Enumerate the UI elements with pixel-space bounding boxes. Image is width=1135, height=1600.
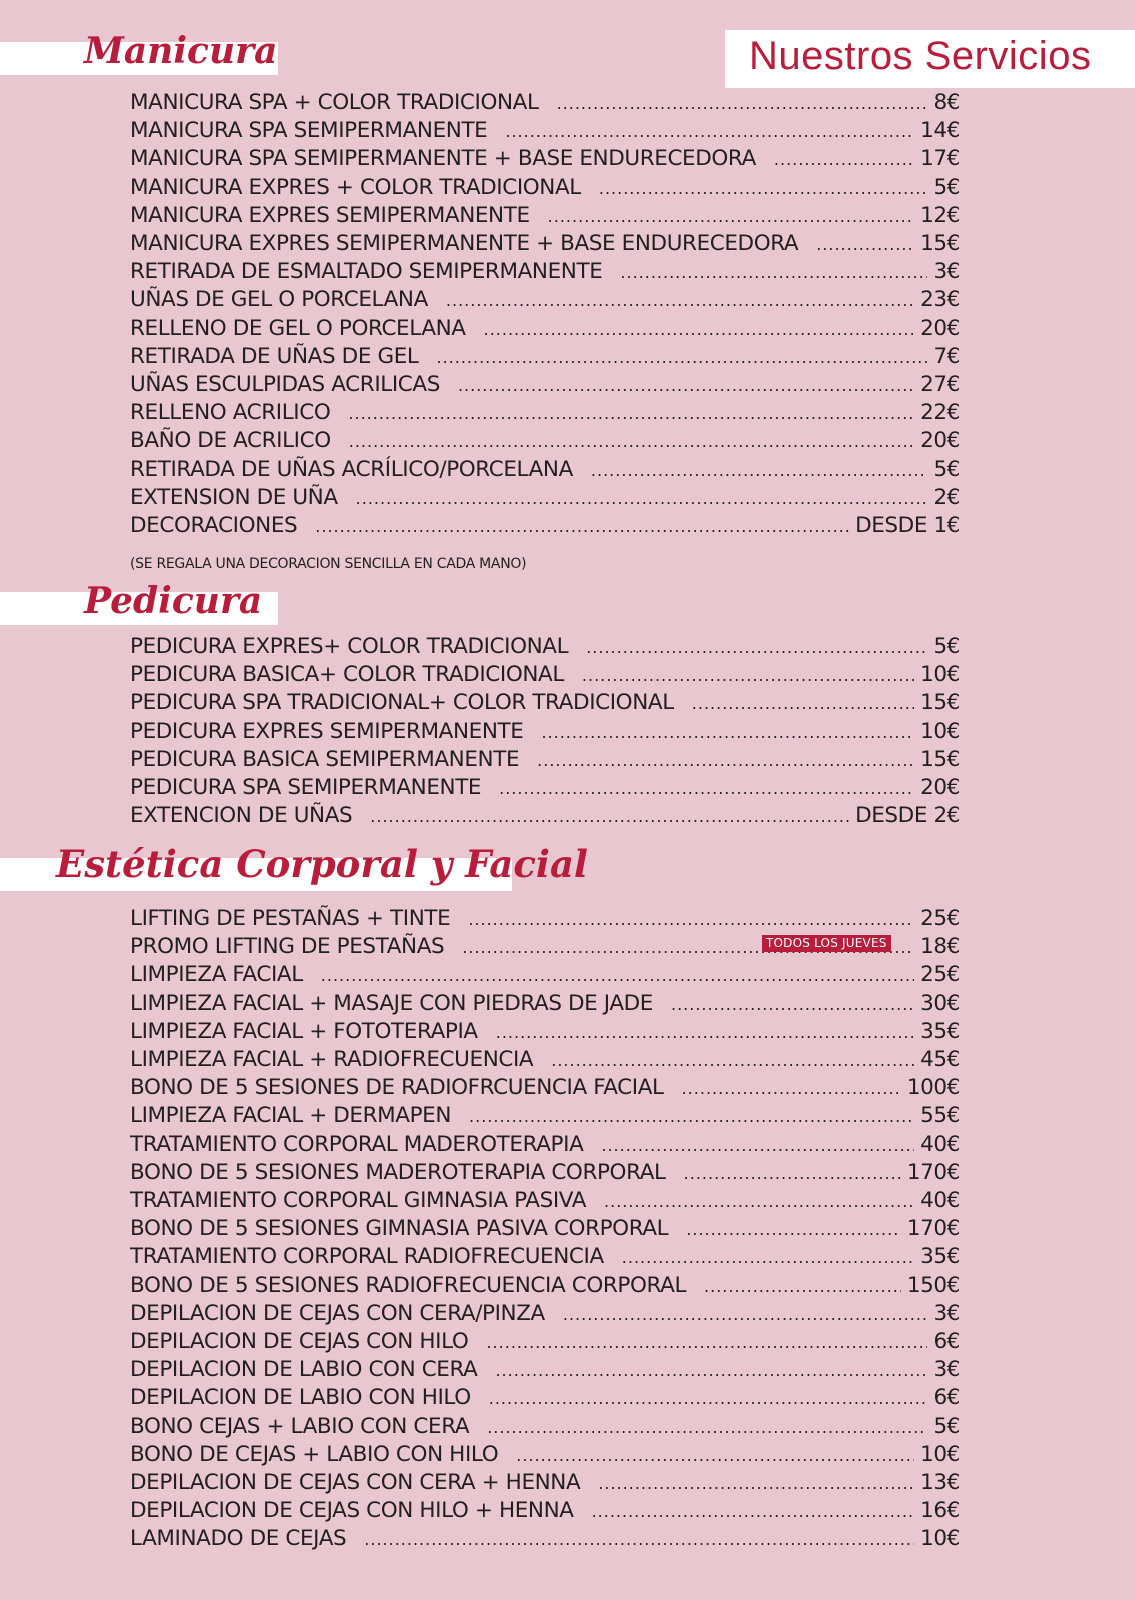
service-price: 35€ [920, 1244, 960, 1270]
service-row [130, 456, 960, 484]
dot-leader [446, 287, 914, 315]
dot-leader [321, 962, 914, 990]
service-price: 3€ [933, 259, 960, 285]
dot-leader [684, 1160, 901, 1188]
service-price: 170€ [906, 1159, 960, 1185]
dot-leader [692, 690, 914, 718]
dot-leader [486, 1329, 927, 1357]
service-price: 25€ [920, 906, 960, 931]
service-label: UÑAS DE GEL O PORCELANA [130, 287, 428, 313]
service-label: EXTENCION DE UÑAS [130, 803, 353, 829]
dot-leader [356, 485, 928, 513]
service-row [130, 1356, 960, 1384]
service-row [130, 286, 960, 314]
service-row [130, 1300, 960, 1328]
dot-leader [774, 146, 914, 174]
dot-leader [682, 1075, 901, 1103]
service-row [130, 202, 960, 230]
service-label: EXTENSION DE UÑA [130, 484, 338, 510]
service-price: 15€ [920, 231, 960, 256]
dot-leader [591, 457, 928, 485]
service-row [130, 512, 960, 540]
service-price: 7€ [933, 343, 960, 369]
service-label: UÑAS ESCULPIDAS ACRILICAS [130, 372, 440, 397]
service-row [130, 343, 960, 371]
service-row [130, 1384, 960, 1412]
service-price: 5€ [933, 456, 960, 482]
service-price: 5€ [933, 174, 960, 200]
service-label: DEPILACION DE CEJAS CON HILO + HENNA [130, 1498, 574, 1524]
service-label: PEDICURA SPA SEMIPERMANENTE [130, 775, 482, 800]
service-price: 10€ [920, 1526, 960, 1552]
service-label: MANICURA EXPRES SEMIPERMANENTE [130, 202, 530, 228]
service-price: 5€ [933, 634, 960, 659]
service-price: 13€ [920, 1470, 960, 1495]
dot-leader [458, 372, 914, 400]
service-label: LIMPIEZA FACIAL + FOTOTERAPIA [130, 1018, 478, 1044]
service-label: MANICURA EXPRES + COLOR TRADICIONAL [130, 174, 581, 200]
service-label: LIMPIEZA FACIAL + MASAJE CON PIEDRAS DE JADE [130, 990, 653, 1016]
service-price: 3€ [933, 1357, 960, 1383]
pedicura-title: Pedicura [84, 580, 263, 622]
dot-leader [548, 203, 914, 231]
service-price: 15€ [920, 746, 960, 772]
service-row [130, 905, 960, 933]
service-price: 45€ [920, 1047, 960, 1072]
promo-badge: TODOS LOS JUEVES [762, 935, 891, 952]
dot-leader [537, 747, 914, 775]
dot-leader [541, 719, 914, 747]
dot-leader [495, 1357, 927, 1385]
service-label: DEPILACION DE LABIO CON HILO [130, 1385, 471, 1411]
service-row [130, 89, 960, 117]
service-row [130, 484, 960, 512]
service-row [130, 230, 960, 258]
service-price: 16€ [920, 1498, 960, 1524]
service-price: 40€ [920, 1131, 960, 1157]
service-label: MANICURA SPA SEMIPERMANENTE [130, 118, 488, 144]
estetica-title: Estética Corporal y Facial [56, 842, 588, 886]
dot-leader [604, 1188, 914, 1216]
dot-leader [489, 1385, 928, 1413]
service-price: 10€ [920, 662, 960, 688]
service-price: 25€ [920, 962, 960, 988]
dot-leader [315, 513, 849, 541]
dot-leader [598, 1470, 914, 1498]
service-label: TRATAMIENTO CORPORAL RADIOFRECUENCIA [130, 1244, 604, 1270]
service-price: 8€ [933, 90, 960, 115]
service-label: TRATAMIENTO CORPORAL MADEROTERAPIA [130, 1131, 584, 1157]
service-price: DESDE 1€ [855, 513, 960, 538]
service-price: 15€ [920, 690, 960, 716]
service-price: 3€ [933, 1300, 960, 1326]
service-row [130, 746, 960, 774]
dot-leader [348, 400, 914, 428]
service-label: BONO DE 5 SESIONES GIMNASIA PASIVA CORPORAL [130, 1216, 669, 1242]
service-label: DEPILACION DE LABIO CON CERA [130, 1357, 478, 1383]
service-row [130, 1046, 960, 1074]
service-row [130, 1469, 960, 1497]
service-row [130, 689, 960, 717]
service-label: PROMO LIFTING DE PESTAÑAS [130, 934, 445, 960]
service-row [130, 117, 960, 145]
service-label: PEDICURA SPA TRADICIONAL+ COLOR TRADICIONAL [130, 690, 674, 716]
service-label: DEPILACION DE CEJAS CON HILO [130, 1329, 469, 1354]
service-price: DESDE 2€ [855, 803, 960, 829]
dot-leader [496, 1019, 914, 1047]
service-price: 6€ [933, 1329, 960, 1354]
dot-leader [816, 231, 914, 259]
service-row [130, 1159, 960, 1187]
service-price: 170€ [906, 1216, 960, 1242]
service-label: RELLENO ACRILICO [130, 400, 331, 426]
dot-leader [622, 1244, 914, 1272]
dot-leader [505, 118, 914, 146]
dot-leader [551, 1047, 914, 1075]
service-row [130, 145, 960, 173]
service-row [130, 399, 960, 427]
manicura-note: (SE REGALA UNA DECORACION SENCILLA EN CADA MANO) [130, 556, 527, 572]
service-label: BONO CEJAS + LABIO CON CERA [130, 1413, 470, 1439]
service-label: RELLENO DE GEL O PORCELANA [130, 315, 466, 341]
service-price: 5€ [933, 1413, 960, 1439]
service-label: DEPILACION DE CEJAS CON CERA/PINZA [130, 1300, 545, 1326]
service-label: DECORACIONES [130, 513, 298, 538]
service-label: LIMPIEZA FACIAL + RADIOFRECUENCIA [130, 1047, 534, 1072]
service-label: TRATAMIENTO CORPORAL GIMNASIA PASIVA [130, 1188, 587, 1213]
dot-leader [349, 428, 914, 456]
service-price: 14€ [920, 118, 960, 144]
dot-leader [516, 1442, 914, 1470]
service-price: 18€ [920, 934, 960, 960]
service-row [130, 961, 960, 989]
service-row [130, 718, 960, 746]
service-label: BONO DE 5 SESIONES DE RADIOFRCUENCIA FACIAL [130, 1075, 664, 1101]
service-row [130, 1074, 960, 1102]
page-title: Nuestros Servicios [749, 34, 1092, 78]
dot-leader [469, 1103, 914, 1131]
service-label: RETIRADA DE UÑAS ACRÍLICO/PORCELANA [130, 456, 573, 482]
dot-leader [370, 803, 849, 831]
service-price: 20€ [920, 775, 960, 800]
service-label: RETIRADA DE ESMALTADO SEMIPERMANENTE [130, 259, 603, 285]
dot-leader [592, 1498, 915, 1526]
service-row [130, 1018, 960, 1046]
service-row [130, 371, 960, 399]
service-label: BONO DE CEJAS + LABIO CON HILO [130, 1441, 499, 1467]
service-row [130, 774, 960, 802]
dot-leader [586, 634, 927, 662]
dot-leader [599, 175, 928, 203]
service-price: 35€ [920, 1018, 960, 1044]
service-label: DEPILACION DE CEJAS CON CERA + HENNA [130, 1470, 581, 1495]
dot-leader [582, 662, 914, 690]
dot-leader [364, 1526, 914, 1554]
dot-leader [468, 906, 914, 934]
service-price: 100€ [906, 1075, 960, 1101]
service-label: MANICURA EXPRES SEMIPERMANENTE + BASE ENDURECEDORA [130, 231, 799, 256]
service-label: PEDICURA BASICA+ COLOR TRADICIONAL [130, 662, 564, 688]
manicura-title: Manicura [84, 30, 278, 72]
service-label: PEDICURA EXPRES SEMIPERMANENTE [130, 718, 524, 744]
service-label: PEDICURA BASICA SEMIPERMANENTE [130, 746, 520, 772]
dot-leader [487, 1414, 927, 1442]
service-row [130, 1497, 960, 1525]
service-row [130, 258, 960, 286]
service-row [130, 1328, 960, 1356]
service-label: BONO DE 5 SESIONES RADIOFRECUENCIA CORPORAL [130, 1272, 687, 1298]
service-price: 40€ [920, 1188, 960, 1213]
dot-leader [563, 1301, 928, 1329]
service-price: 150€ [906, 1272, 960, 1298]
service-label: MANICURA SPA + COLOR TRADICIONAL [130, 90, 539, 115]
service-row [130, 1441, 960, 1469]
service-row [130, 1272, 960, 1300]
service-price: 10€ [920, 1441, 960, 1467]
service-row [130, 1102, 960, 1130]
dot-leader [704, 1273, 901, 1301]
service-row [130, 1215, 960, 1243]
service-row [130, 661, 960, 689]
service-price: 12€ [920, 202, 960, 228]
dot-leader [436, 344, 927, 372]
service-price: 2€ [933, 484, 960, 510]
dot-leader [620, 259, 927, 287]
service-price: 22€ [920, 400, 960, 426]
service-row [130, 990, 960, 1018]
service-price: 10€ [920, 718, 960, 744]
service-price: 55€ [920, 1103, 960, 1129]
service-price: 27€ [920, 372, 960, 397]
service-row [130, 1131, 960, 1159]
service-label: BAÑO DE ACRILICO [130, 428, 331, 454]
service-row [130, 315, 960, 343]
service-price: 17€ [920, 146, 960, 172]
header-title-box [725, 30, 1135, 88]
service-row [130, 1413, 960, 1441]
service-label: LIFTING DE PESTAÑAS + TINTE [130, 906, 451, 931]
service-label: MANICURA SPA SEMIPERMANENTE + BASE ENDURECEDORA [130, 146, 756, 172]
service-row [130, 1243, 960, 1271]
dot-leader [499, 775, 914, 803]
service-label: RETIRADA DE UÑAS DE GEL [130, 343, 419, 369]
service-row [130, 174, 960, 202]
service-row [130, 1525, 960, 1553]
dot-leader [686, 1216, 901, 1244]
service-label: BONO DE 5 SESIONES MADEROTERAPIA CORPORAL [130, 1159, 666, 1185]
dot-leader [557, 90, 928, 118]
service-label: PEDICURA EXPRES+ COLOR TRADICIONAL [130, 634, 569, 659]
service-row [130, 1187, 960, 1215]
service-price: 30€ [920, 990, 960, 1016]
dot-leader [671, 991, 914, 1019]
service-label: LAMINADO DE CEJAS [130, 1526, 347, 1552]
service-row [130, 802, 960, 830]
service-price: 23€ [920, 287, 960, 313]
dot-leader [484, 316, 915, 344]
service-price: 20€ [920, 428, 960, 454]
service-row [130, 633, 960, 661]
service-row [130, 427, 960, 455]
dot-leader [601, 1132, 914, 1160]
service-price: 20€ [920, 315, 960, 341]
service-label: LIMPIEZA FACIAL [130, 962, 303, 988]
service-label: LIMPIEZA FACIAL + DERMAPEN [130, 1103, 452, 1129]
service-price: 6€ [933, 1385, 960, 1411]
